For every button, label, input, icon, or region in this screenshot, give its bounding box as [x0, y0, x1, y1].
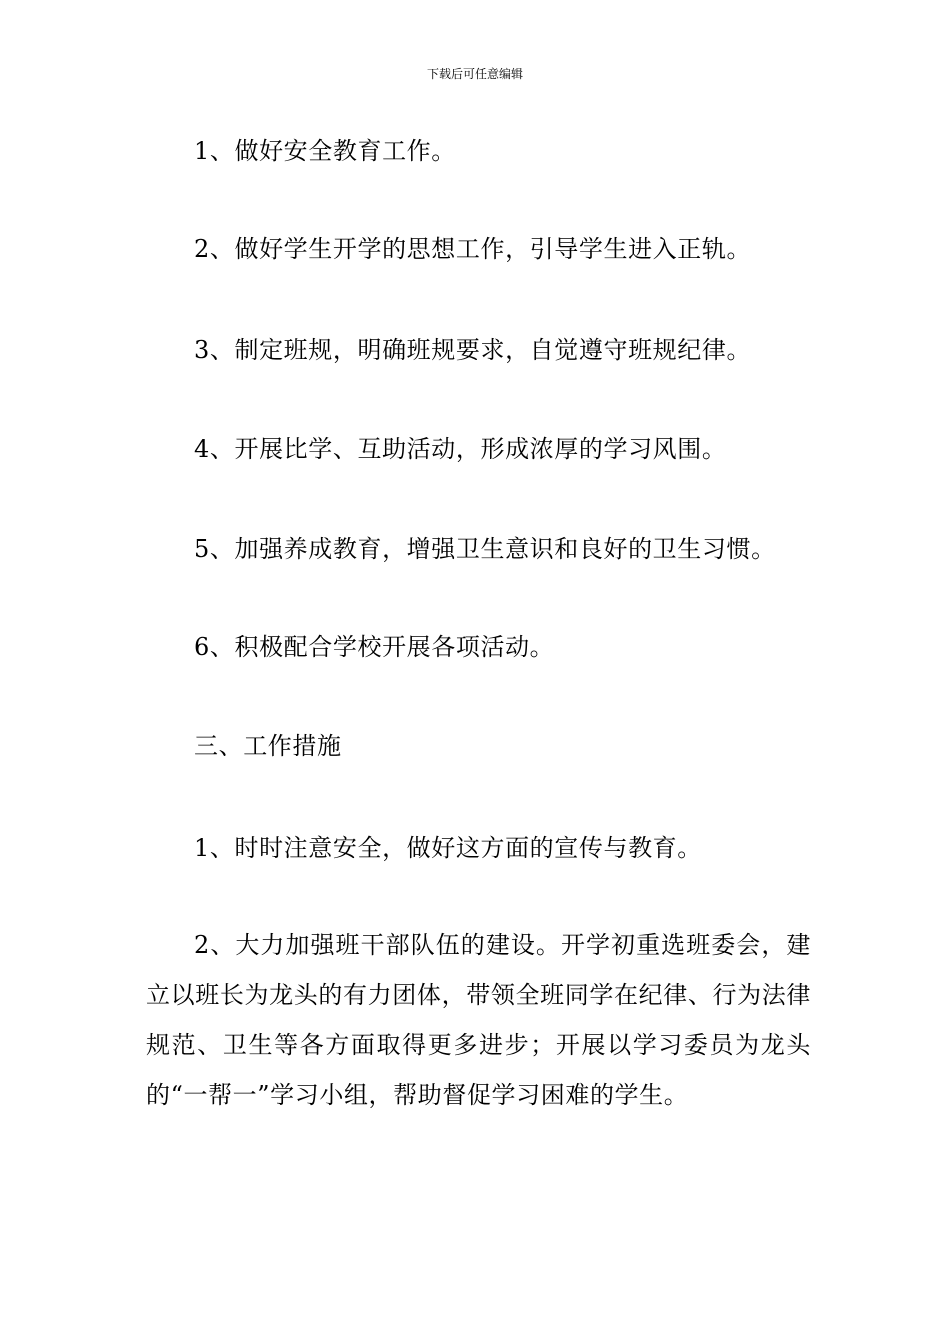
list-item-goal-2: 2、做好学生开学的思想工作，引导学生进入正轨。 — [194, 235, 752, 263]
section-heading-measures: 三、工作措施 — [194, 732, 342, 760]
page-header-note: 下载后可任意编辑 — [426, 67, 523, 81]
list-item-goal-3: 3、制定班规，明确班规要求，自觉遵守班规纪律。 — [194, 336, 752, 364]
list-item-goal-5: 5、加强养成教育，增强卫生意识和良好的卫生习惯。 — [194, 535, 776, 563]
list-item-measure-1: 1、时时注意安全，做好这方面的宣传与教育。 — [194, 834, 702, 862]
list-item-measure-2: 2、大力加强班干部队伍的建设。开学初重选班委会，建立以班长为龙头的有力团体，带领全班同学在纪律、行为法律规范、卫生等各方面取得更多进步；开展以学习委员为龙头的“一帮一”学习小组，帮助督促学习困难的学生。 — [146, 931, 811, 1109]
list-item-goal-4: 4、开展比学、互助活动，形成浓厚的学习风围。 — [194, 435, 727, 463]
list-item-goal-6: 6、积极配合学校开展各项活动。 — [194, 633, 555, 661]
list-item-goal-1: 1、做好安全教育工作。 — [194, 137, 456, 165]
